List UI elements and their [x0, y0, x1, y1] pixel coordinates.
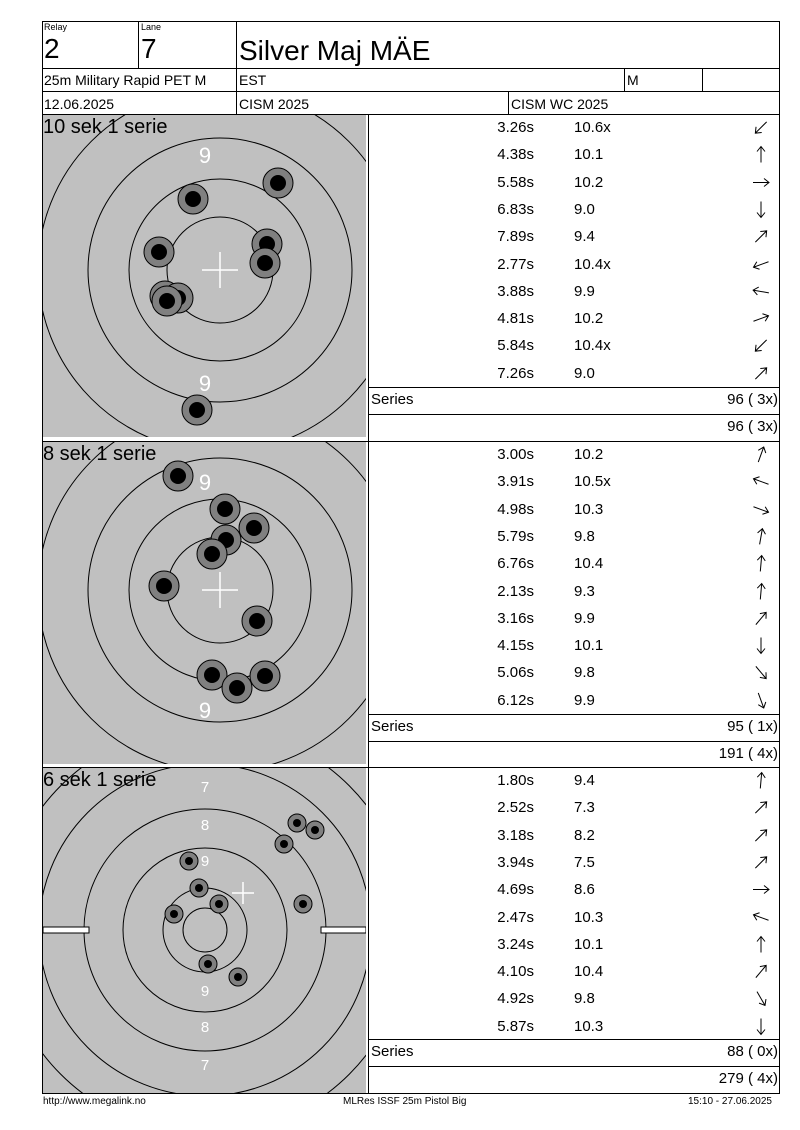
shot-score: 9.8: [574, 990, 595, 1008]
shot-score: 9.8: [574, 527, 595, 545]
shot-time: 7.89s: [497, 228, 534, 246]
shot-row: [369, 794, 779, 821]
arrow-path: [753, 827, 770, 844]
shot-score: 10.6x: [574, 119, 611, 136]
shot-score: 9.3: [574, 582, 595, 600]
lane-label: Lane: [141, 22, 162, 32]
arrow-glyph: [753, 827, 770, 844]
direction-arrow-icon: [749, 305, 773, 332]
direction-arrow-icon: [749, 468, 773, 495]
shot-center: [170, 468, 186, 484]
running-total-row: [369, 414, 778, 441]
shot-center: [299, 900, 307, 908]
arrow-glyph: [753, 854, 770, 871]
direction-arrow-icon: [749, 605, 773, 632]
direction-arrow-icon: [749, 578, 773, 605]
shot-time: 4.15s: [497, 637, 534, 655]
shot-score: 7.5: [574, 853, 595, 871]
shot-time: 1.80s: [497, 772, 534, 789]
shot-row: [369, 876, 779, 903]
direction-arrow-icon: [749, 523, 773, 550]
shot-score: 8.6: [574, 881, 595, 899]
shot-center: [185, 191, 201, 207]
direction-arrow-icon: [749, 767, 773, 794]
ring-label: 8: [200, 817, 210, 834]
series-label: Series: [371, 1043, 414, 1060]
scoring-ring: [183, 908, 227, 952]
direction-arrow-icon: [749, 550, 773, 577]
target-bar: [43, 927, 89, 933]
ring-label: 9: [200, 983, 210, 1000]
shot-row: [369, 523, 779, 550]
shot-row: [369, 496, 779, 523]
running-total: 191 ( 4x): [718, 745, 778, 762]
shot-score: 9.9: [574, 609, 595, 627]
arrow-glyph: [757, 936, 765, 952]
shot-row: [369, 441, 779, 468]
shot-row: [369, 659, 779, 686]
series-summary: [369, 714, 778, 741]
direction-arrow-icon: [749, 441, 773, 468]
arrow-glyph: [755, 691, 768, 709]
shot-time: 4.38s: [497, 146, 534, 164]
shot-time: 3.18s: [497, 826, 534, 844]
arrow-path: [752, 258, 770, 271]
shot-score: 10.1: [574, 935, 604, 953]
direction-arrow-icon: [749, 223, 773, 250]
shot-list: [369, 441, 779, 714]
direction-arrow-icon: [749, 958, 773, 985]
direction-arrow-icon: [749, 278, 773, 305]
arrow-glyph: [757, 638, 765, 654]
shot-row: [369, 305, 779, 332]
series-title: 8 sek 1 serie: [43, 443, 157, 465]
series-title: 6 sek 1 serie: [43, 769, 157, 791]
shot-score: 10.4x: [574, 255, 611, 273]
arrow-glyph: [753, 799, 770, 816]
shot-time: 3.16s: [497, 609, 534, 627]
running-total-row: [369, 1066, 778, 1093]
arrow-glyph: [756, 772, 765, 789]
ring-label: 7: [200, 1057, 210, 1074]
shot-score: 10.3: [574, 1017, 604, 1035]
shot-center: [195, 884, 203, 892]
shot-center: [204, 960, 212, 968]
shot-row: [369, 550, 779, 577]
direction-arrow-icon: [749, 632, 773, 659]
direction-arrow-icon: [749, 169, 773, 196]
shot-row: [369, 169, 779, 196]
relay-value: 2: [44, 33, 60, 64]
shot-center: [204, 667, 220, 683]
arrow-path: [756, 555, 765, 572]
shot-row: [369, 468, 779, 495]
shot-score: 10.4: [574, 555, 604, 573]
target-image: [43, 115, 366, 437]
arrow-glyph: [754, 990, 769, 1008]
shot-time: 3.94s: [497, 853, 534, 871]
arrow-glyph: [756, 583, 765, 600]
relay-label: Relay: [44, 22, 68, 32]
shot-time: 4.92s: [497, 990, 534, 1008]
shot-center: [159, 293, 175, 309]
series-title: 10 sek 1 serie: [43, 116, 168, 138]
shot-time: 2.52s: [497, 799, 534, 817]
shot-score: 10.5x: [574, 473, 611, 491]
shot-row: [369, 114, 779, 141]
shot-center: [215, 900, 223, 908]
arrow-path: [752, 475, 770, 488]
arrow-glyph: [753, 178, 769, 186]
arrow-glyph: [752, 911, 770, 924]
running-total-row: [369, 741, 778, 768]
shooter-name: Silver Maj MÄE: [239, 35, 431, 66]
series-summary: [369, 387, 778, 414]
arrow-path: [753, 365, 770, 382]
direction-arrow-icon: [749, 904, 773, 931]
shot-row: [369, 223, 779, 250]
arrow-path: [753, 886, 769, 894]
shot-center: [270, 175, 286, 191]
ring-label: 7: [200, 779, 210, 796]
arrow-glyph: [756, 555, 765, 572]
shot-row: [369, 632, 779, 659]
running-total: 279 ( 4x): [718, 1070, 778, 1087]
nation: EST: [239, 72, 267, 88]
shot-row: [369, 958, 779, 985]
shot-center: [185, 857, 193, 865]
direction-arrow-icon: [749, 687, 773, 714]
arrow-glyph: [753, 365, 770, 382]
shot-row: [369, 332, 779, 359]
shot-score: 9.9: [574, 282, 595, 300]
arrow-path: [753, 337, 770, 354]
arrow-path: [753, 854, 770, 871]
series-total: 88 ( 0x): [727, 1043, 778, 1060]
arrow-path: [757, 936, 765, 952]
arrow-path: [756, 772, 765, 789]
direction-arrow-icon: [749, 114, 773, 141]
direction-arrow-icon: [749, 251, 773, 278]
shot-center: [293, 819, 301, 827]
shot-score: 10.4: [574, 963, 604, 981]
arrow-path: [755, 691, 768, 709]
series-label: Series: [371, 718, 414, 735]
target-bar: [321, 927, 366, 933]
shot-score: 10.2: [574, 446, 604, 463]
arrow-path: [753, 610, 769, 627]
arrow-path: [753, 119, 770, 136]
shot-time: 3.24s: [497, 935, 534, 953]
shot-center: [217, 501, 233, 517]
direction-arrow-icon: [749, 794, 773, 821]
arrow-glyph: [752, 475, 770, 488]
shot-row: [369, 767, 779, 794]
shot-center: [257, 668, 273, 684]
arrow-path: [753, 799, 770, 816]
shot-time: 3.26s: [497, 119, 534, 136]
gender: M: [627, 72, 639, 88]
shot-row: [369, 822, 779, 849]
shot-row: [369, 849, 779, 876]
shot-time: 5.06s: [497, 664, 534, 682]
shot-row: [369, 931, 779, 958]
shot-center: [246, 520, 262, 536]
arrow-path: [757, 147, 765, 163]
match-name: CISM WC 2025: [511, 96, 609, 112]
shot-score: 7.3: [574, 799, 595, 817]
competition: CISM 2025: [239, 96, 310, 112]
ring-label: 9: [198, 470, 212, 495]
footer-url[interactable]: http://www.megalink.no: [43, 1096, 146, 1107]
shot-time: 6.83s: [497, 200, 534, 218]
shot-time: 3.91s: [497, 473, 534, 491]
arrow-glyph: [753, 228, 770, 245]
arrow-path: [753, 963, 769, 980]
direction-arrow-icon: [749, 876, 773, 903]
shot-score: 8.2: [574, 826, 595, 844]
shot-time: 4.10s: [497, 963, 534, 981]
shot-center: [151, 244, 167, 260]
arrow-glyph: [757, 201, 765, 217]
shot-row: [369, 578, 779, 605]
ring-label: 9: [198, 698, 212, 723]
arrow-path: [753, 178, 769, 186]
arrow-path: [753, 228, 770, 245]
shot-center: [280, 840, 288, 848]
shot-time: 3.88s: [497, 282, 534, 300]
arrow-glyph: [753, 963, 769, 980]
arrow-glyph: [753, 119, 770, 136]
shot-time: 2.77s: [497, 255, 534, 273]
shot-score: 10.4x: [574, 337, 611, 355]
series-total: 96 ( 3x): [727, 391, 778, 408]
shot-score: 9.0: [574, 364, 595, 382]
shot-score: 9.4: [574, 228, 595, 246]
target-image: [43, 442, 366, 764]
shot-list: [369, 767, 779, 1040]
shot-center: [204, 546, 220, 562]
arrow-glyph: [753, 886, 769, 894]
arrow-path: [752, 911, 770, 924]
shot-score: 9.8: [574, 664, 595, 682]
shot-time: 6.12s: [497, 691, 534, 709]
shot-center: [234, 973, 242, 981]
arrow-glyph: [752, 258, 770, 271]
shot-time: 4.98s: [497, 500, 534, 518]
direction-arrow-icon: [749, 360, 773, 387]
shot-row: [369, 360, 779, 387]
arrow-glyph: [757, 1018, 765, 1034]
direction-arrow-icon: [749, 931, 773, 958]
shot-time: 5.87s: [497, 1017, 534, 1035]
arrow-path: [752, 286, 769, 297]
date: 12.06.2025: [44, 96, 115, 112]
direction-arrow-icon: [749, 496, 773, 523]
direction-arrow-icon: [749, 985, 773, 1012]
direction-arrow-icon: [749, 849, 773, 876]
shot-row: [369, 1013, 779, 1040]
direction-arrow-icon: [749, 659, 773, 686]
shot-row: [369, 141, 779, 168]
shot-time: 2.47s: [497, 908, 534, 926]
shot-center: [229, 680, 245, 696]
shot-list: [369, 114, 779, 387]
arrow-glyph: [752, 312, 770, 325]
ring-label: 9: [198, 143, 212, 168]
lane-value: 7: [141, 33, 157, 64]
shot-time: 5.84s: [497, 337, 534, 355]
arrow-path: [755, 446, 768, 464]
shot-score: 9.9: [574, 691, 595, 709]
target-image: [43, 768, 366, 1093]
arrow-path: [754, 990, 769, 1008]
direction-arrow-icon: [749, 196, 773, 223]
shot-score: 10.3: [574, 908, 604, 926]
direction-arrow-icon: [749, 332, 773, 359]
shot-row: [369, 251, 779, 278]
shot-time: 5.58s: [497, 173, 534, 191]
arrow-path: [756, 528, 767, 545]
target-svg: [43, 768, 366, 1093]
series-summary: [369, 1039, 778, 1066]
shot-score: 10.1: [574, 637, 604, 655]
arrow-glyph: [752, 286, 769, 297]
arrow-glyph: [753, 610, 769, 627]
ring-label: 8: [200, 1019, 210, 1036]
shot-row: [369, 985, 779, 1012]
shot-time: 4.81s: [497, 310, 534, 328]
shot-time: 3.00s: [497, 446, 534, 463]
direction-arrow-icon: [749, 141, 773, 168]
arrow-glyph: [757, 147, 765, 163]
shot-time: 2.13s: [497, 582, 534, 600]
shot-row: [369, 196, 779, 223]
arrow-path: [756, 583, 765, 600]
shot-score: 10.2: [574, 173, 604, 191]
direction-arrow-icon: [749, 1013, 773, 1040]
arrow-path: [757, 1018, 765, 1034]
shot-center: [189, 402, 205, 418]
arrow-glyph: [752, 503, 770, 516]
shot-time: 4.69s: [497, 881, 534, 899]
arrow-glyph: [753, 337, 770, 354]
shot-row: [369, 904, 779, 931]
arrow-path: [752, 503, 770, 516]
ring-label: 9: [198, 371, 212, 396]
arrow-glyph: [753, 664, 769, 681]
shot-row: [369, 278, 779, 305]
shot-score: 9.4: [574, 772, 595, 789]
arrow-path: [753, 664, 769, 681]
arrow-glyph: [756, 528, 767, 545]
shot-row: [369, 605, 779, 632]
shot-center: [249, 613, 265, 629]
shot-center: [170, 910, 178, 918]
series-total: 95 ( 1x): [727, 718, 778, 735]
shot-center: [311, 826, 319, 834]
shot-score: 10.1: [574, 146, 604, 164]
ring-label: 9: [200, 853, 210, 870]
shot-center: [257, 255, 273, 271]
arrow-glyph: [755, 446, 768, 464]
arrow-path: [752, 312, 770, 325]
shot-row: [369, 687, 779, 714]
footer-timestamp: 15:10 - 27.06.2025: [688, 1096, 772, 1107]
event-name: 25m Military Rapid PET M: [44, 72, 207, 88]
shot-time: 7.26s: [497, 364, 534, 382]
shot-time: 6.76s: [497, 555, 534, 573]
arrow-path: [757, 201, 765, 217]
series-label: Series: [371, 391, 414, 408]
direction-arrow-icon: [749, 822, 773, 849]
shot-score: 10.3: [574, 500, 604, 518]
target-svg: [43, 442, 366, 764]
target-svg: [43, 115, 366, 437]
footer-software: MLRes ISSF 25m Pistol Big: [343, 1096, 467, 1107]
shot-time: 5.79s: [497, 527, 534, 545]
shot-score: 10.2: [574, 310, 604, 328]
shot-center: [156, 578, 172, 594]
arrow-path: [757, 638, 765, 654]
shot-score: 9.0: [574, 200, 595, 218]
running-total: 96 ( 3x): [727, 418, 778, 435]
